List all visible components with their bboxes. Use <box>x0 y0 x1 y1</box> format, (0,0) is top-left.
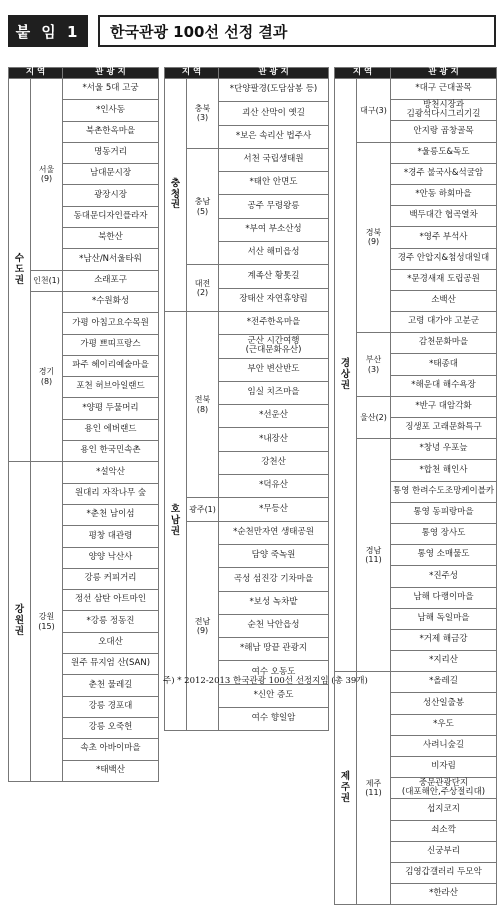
site-cell: 중문관광단지 (대포해안,주상절리대) <box>391 778 497 799</box>
site-cell: 백두대간 협곡열차 <box>391 206 497 227</box>
subregion-cell: 전남 (9) <box>187 521 219 731</box>
site-cell: 통영 장사도 <box>391 523 497 544</box>
subregion-cell: 부산 (3) <box>357 333 391 397</box>
subregion-cell: 충남 (5) <box>187 148 219 264</box>
table-row <box>165 498 329 521</box>
site-cell: 명동거리 <box>63 142 159 163</box>
results-table-2 <box>164 67 329 731</box>
site-cell: *부여 부소산성 <box>219 218 329 241</box>
site-cell: 곡성 섬진강 기차마을 <box>219 568 329 591</box>
site-cell: *진주성 <box>391 566 497 587</box>
site-cell: *대구 근대골목 <box>391 79 497 100</box>
site-cell: 가평 쁘띠프랑스 <box>63 334 159 355</box>
site-cell: 장태산 자연휴양림 <box>219 288 329 311</box>
table-row <box>165 311 329 334</box>
site-cell: *수원화성 <box>63 291 159 312</box>
region-cell: 충 청 권 <box>165 79 187 312</box>
site-cell: 군산 시간여행 (근대문화유산) <box>219 335 329 358</box>
site-cell: *태백산 <box>63 760 159 781</box>
subregion-cell: 서울 (9) <box>31 79 63 271</box>
results-table-1 <box>8 67 159 782</box>
subregion-cell: 경기 (8) <box>31 291 63 461</box>
subregion-cell: 인천(1) <box>31 270 63 291</box>
header-site: 관 광 지 <box>391 68 497 79</box>
site-cell: 사려니숲길 <box>391 735 497 756</box>
table-row <box>335 333 497 354</box>
site-cell: 남해 다랭이마을 <box>391 587 497 608</box>
site-cell: *강릉 정동진 <box>63 611 159 632</box>
site-cell: 경주 안압지&첨성대일대 <box>391 248 497 269</box>
region-cell: 제 주 권 <box>335 672 357 905</box>
site-cell: 강릉 경포대 <box>63 696 159 717</box>
subregion-cell: 대구(3) <box>357 79 391 143</box>
site-cell: 서산 해미읍성 <box>219 242 329 265</box>
site-cell: *단양팔경(도담삼봉 등) <box>219 79 329 102</box>
site-cell: *보성 녹차밭 <box>219 591 329 614</box>
site-cell: 소백산 <box>391 290 497 311</box>
site-cell: 남해 독일마을 <box>391 608 497 629</box>
table-row <box>335 79 497 100</box>
site-cell: 김영갑갤러리 두모악 <box>391 862 497 883</box>
site-cell: *지리산 <box>391 651 497 672</box>
site-cell: *전주한옥마을 <box>219 311 329 334</box>
table-row <box>9 79 159 100</box>
subregion-cell: 경북 (9) <box>357 142 391 333</box>
site-cell: *내장산 <box>219 428 329 451</box>
site-cell: 여수 오동도 <box>219 661 329 684</box>
site-cell: 원주 뮤지엄 산(SAN) <box>63 654 159 675</box>
site-cell: 여수 향일암 <box>219 708 329 731</box>
table-row <box>165 521 329 544</box>
site-cell: 강천산 <box>219 451 329 474</box>
site-cell: *문경새재 도립공원 <box>391 269 497 290</box>
site-cell: 부안 변산반도 <box>219 358 329 381</box>
header-region: 지 역 <box>165 68 219 79</box>
site-cell: 감천문화마을 <box>391 333 497 354</box>
site-cell: 소래포구 <box>63 270 159 291</box>
subregion-cell: 광주(1) <box>187 498 219 521</box>
site-cell: 동대문디자인플라자 <box>63 206 159 227</box>
site-cell: 통영 한려수도조망케이블카 <box>391 481 497 502</box>
site-cell: 서천 국립생태원 <box>219 148 329 171</box>
site-cell: 남대문시장 <box>63 164 159 185</box>
table-row <box>335 439 497 460</box>
site-cell: 신궁부리 <box>391 841 497 862</box>
site-cell: 강릉 오죽헌 <box>63 717 159 738</box>
table-row <box>165 265 329 288</box>
subregion-cell: 대전 (2) <box>187 265 219 312</box>
table-row <box>9 270 159 291</box>
site-cell: *덕유산 <box>219 475 329 498</box>
site-cell: 통영 동피랑마을 <box>391 502 497 523</box>
document-header <box>8 15 496 47</box>
site-cell: *무등산 <box>219 498 329 521</box>
site-cell: *춘천 남이섬 <box>63 504 159 525</box>
subregion-cell: 경남 (11) <box>357 439 391 672</box>
region-cell: 강 원 권 <box>9 462 31 781</box>
site-cell: *태안 안면도 <box>219 172 329 195</box>
site-cell: 쇠소깍 <box>391 820 497 841</box>
site-cell: *서울 5대 고궁 <box>63 79 159 100</box>
site-cell: *순천만자연 생태공원 <box>219 521 329 544</box>
site-cell: *설악산 <box>63 462 159 483</box>
site-cell: *경주 불국사&석굴암 <box>391 163 497 184</box>
subregion-cell: 강원 (15) <box>31 462 63 781</box>
site-cell: *태종대 <box>391 354 497 375</box>
table-row <box>165 148 329 171</box>
site-cell: 통영 소매물도 <box>391 545 497 566</box>
site-cell: 비자림 <box>391 757 497 778</box>
site-cell: *양평 두물머리 <box>63 398 159 419</box>
site-cell: 오대산 <box>63 632 159 653</box>
subregion-cell: 충북 (3) <box>187 79 219 149</box>
footnote: 주) * 2012-2013 한국관광 100선 선정지임 (총 39개) <box>163 676 368 686</box>
site-cell: 계족산 황톳길 <box>219 265 329 288</box>
site-cell: 용인 한국민속촌 <box>63 441 159 462</box>
site-cell: 포천 허브아일랜드 <box>63 377 159 398</box>
site-cell: 춘천 물레길 <box>63 675 159 696</box>
site-cell: *해운대 해수욕장 <box>391 375 497 396</box>
site-cell: *보은 속리산 법주사 <box>219 125 329 148</box>
site-cell: 가평 아침고요수목원 <box>63 313 159 334</box>
site-cell: 용인 에버랜드 <box>63 419 159 440</box>
table-row <box>335 142 497 163</box>
site-cell: 북한산 <box>63 228 159 249</box>
region-cell: 경 상 권 <box>335 79 357 672</box>
header-site: 관 광 지 <box>63 68 159 79</box>
table-row <box>165 79 329 102</box>
site-cell: *반구 대암각화 <box>391 396 497 417</box>
site-cell: 섭지코지 <box>391 799 497 820</box>
results-table-3 <box>334 67 497 905</box>
site-cell: *안동 하회마을 <box>391 184 497 205</box>
subregion-cell: 제주 (11) <box>357 672 391 905</box>
site-cell: 성산일출봉 <box>391 693 497 714</box>
header-region: 지 역 <box>335 68 391 79</box>
table-row <box>335 396 497 417</box>
site-cell: *거제 해금강 <box>391 629 497 650</box>
site-cell: *신안 증도 <box>219 684 329 707</box>
site-cell: 북촌한옥마을 <box>63 121 159 142</box>
site-cell: *영주 부석사 <box>391 227 497 248</box>
site-cell: 강릉 커피거리 <box>63 568 159 589</box>
site-cell: 광장시장 <box>63 185 159 206</box>
site-cell: 속초 아바이마을 <box>63 739 159 760</box>
site-cell: *남산/N서울타워 <box>63 249 159 270</box>
site-cell: 양양 낙산사 <box>63 547 159 568</box>
site-cell: 원대리 자작나무 숲 <box>63 483 159 504</box>
site-cell: *인사동 <box>63 100 159 121</box>
subregion-cell: 울산(2) <box>357 396 391 438</box>
site-cell: *한라산 <box>391 884 497 905</box>
table-row <box>9 462 159 483</box>
site-cell: *우도 <box>391 714 497 735</box>
site-cell: *선운산 <box>219 405 329 428</box>
site-cell: 정선 삼탄 아트마인 <box>63 590 159 611</box>
site-cell: 담양 죽녹원 <box>219 544 329 567</box>
site-cell: 순천 낙안읍성 <box>219 614 329 637</box>
attachment-tag: 붙 임 1 <box>8 15 88 47</box>
site-cell: 안지랑 곱창골목 <box>391 121 497 142</box>
region-cell: 호 남 권 <box>165 311 187 730</box>
subregion-cell: 전북 (8) <box>187 311 219 497</box>
site-cell: *해남 땅끝 관광지 <box>219 638 329 661</box>
site-cell: *창녕 우포늪 <box>391 439 497 460</box>
header-site: 관 광 지 <box>219 68 329 79</box>
table-row <box>9 291 159 312</box>
site-cell: 방천시장과 김광석다시그리기길 <box>391 100 497 121</box>
site-cell: 파주 헤이리예술마을 <box>63 355 159 376</box>
site-cell: *올레길 <box>391 672 497 693</box>
site-cell: 임실 치즈마을 <box>219 381 329 404</box>
site-cell: *울릉도&독도 <box>391 142 497 163</box>
site-cell: 징생포 고래문화특구 <box>391 418 497 439</box>
site-cell: 고령 대가야 고분군 <box>391 312 497 333</box>
site-cell: *합천 해인사 <box>391 460 497 481</box>
page-title: 한국관광 100선 선정 결과 <box>98 15 496 47</box>
region-cell: 수 도 권 <box>9 79 31 462</box>
site-cell: 공주 무령왕릉 <box>219 195 329 218</box>
site-cell: 괴산 산막이 옛길 <box>219 102 329 125</box>
header-region: 지 역 <box>9 68 63 79</box>
site-cell: 평창 대관령 <box>63 526 159 547</box>
